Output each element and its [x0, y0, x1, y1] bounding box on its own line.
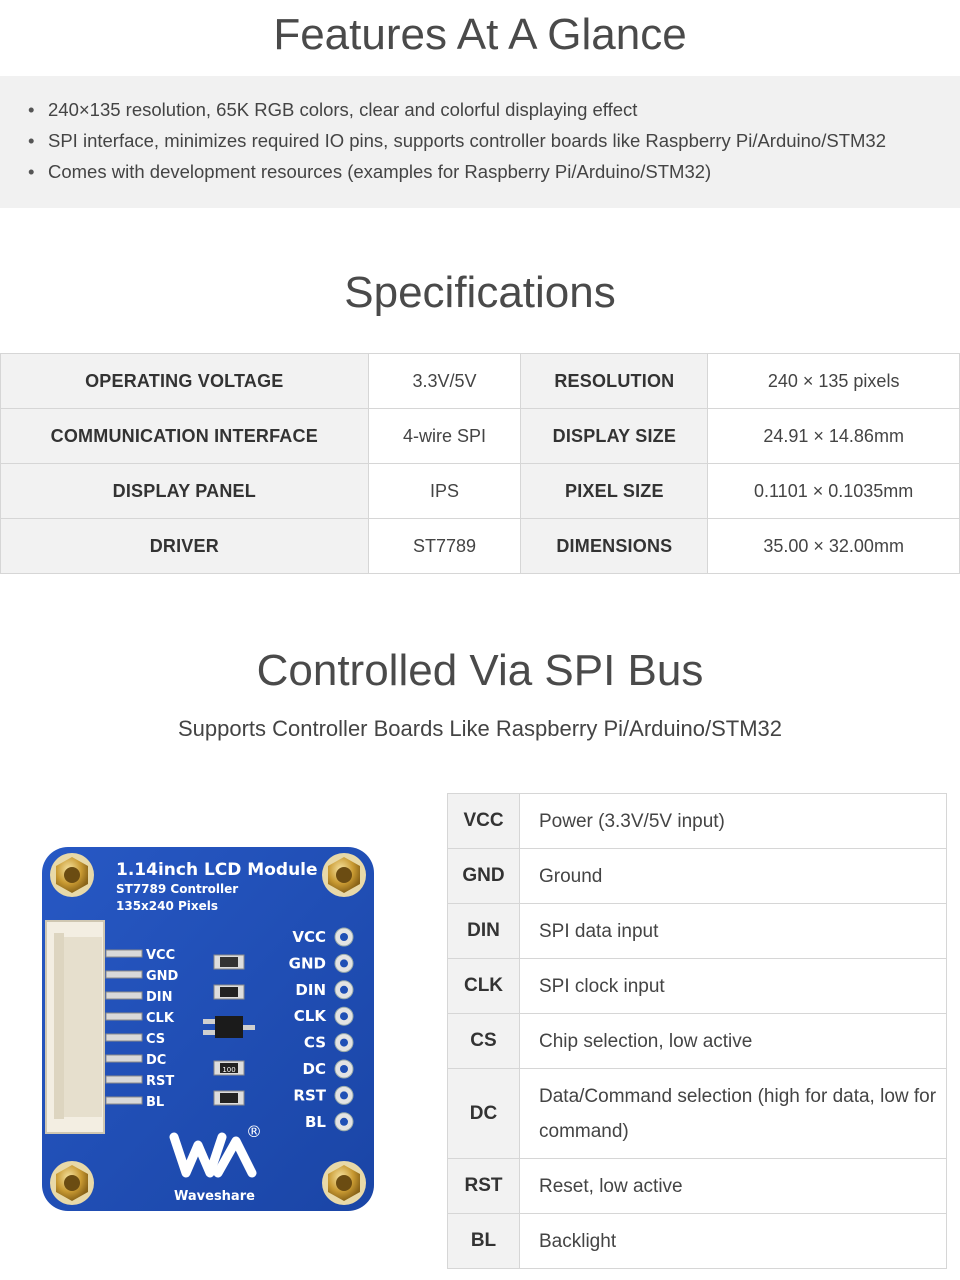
table-row — [1, 354, 960, 409]
left-pin-label: RST — [146, 1074, 175, 1089]
spec-key: DISPLAY SIZE — [521, 409, 708, 464]
table-row — [448, 1159, 947, 1214]
right-pin-label: BL — [305, 1112, 326, 1131]
spec-key: OPERATING VOLTAGE — [1, 354, 369, 409]
table-row — [448, 959, 947, 1014]
left-pin-label: DC — [146, 1053, 167, 1068]
spec-key: PIXEL SIZE — [521, 464, 708, 519]
connector-slot — [62, 937, 102, 1117]
left-pin-label: CLK — [146, 1011, 174, 1026]
spec-key: RESOLUTION — [521, 354, 708, 409]
pin-description: Power (3.3V/5V input) — [520, 794, 947, 849]
left-pin-label: VCC — [146, 948, 176, 963]
lcd-module-board — [40, 845, 376, 1215]
brand-name: Waveshare — [174, 1189, 255, 1204]
left-pin-label: CS — [146, 1032, 166, 1047]
spec-value: 35.00 × 32.00mm — [708, 519, 960, 574]
pin-name: BL — [448, 1214, 520, 1269]
smd-resistor — [214, 985, 244, 999]
spec-key: DISPLAY PANEL — [1, 464, 369, 519]
pinout-table — [447, 793, 947, 1269]
pin-name: DIN — [448, 904, 520, 959]
pin-name: DC — [448, 1069, 520, 1159]
right-pin-gnd — [289, 954, 353, 972]
pin-name: VCC — [448, 794, 520, 849]
pin-name: RST — [448, 1159, 520, 1214]
pin-description: Reset, low active — [520, 1159, 947, 1214]
right-pin-label: RST — [293, 1086, 326, 1105]
mounting-hole — [50, 853, 94, 897]
spec-value: 24.91 × 14.86mm — [708, 409, 960, 464]
mounting-hole — [322, 853, 366, 897]
spec-value: 3.3V/5V — [368, 354, 521, 409]
table-row — [448, 794, 947, 849]
spec-key: COMMUNICATION INTERFACE — [1, 409, 369, 464]
pin-description: SPI clock input — [520, 959, 947, 1014]
module-pixels: 135x240 Pixels — [116, 899, 219, 913]
pin-description: Ground — [520, 849, 947, 904]
table-row — [448, 904, 947, 959]
right-pin-din — [295, 981, 353, 999]
resistor-label: 100 — [222, 1066, 236, 1074]
pin-name: GND — [448, 849, 520, 904]
spi-title: Controlled Via SPI Bus — [256, 646, 704, 695]
features-title: Features At A Glance — [273, 10, 687, 59]
spec-value: ST7789 — [368, 519, 521, 574]
specifications-table — [0, 353, 960, 574]
pin-description: Chip selection, low active — [520, 1014, 947, 1069]
spi-subtitle: Supports Controller Boards Like Raspberry Pi/Arduino/STM32 — [177, 716, 783, 741]
feature-item: • 240×135 resolution, 65K RGB colors, clear and colorful displaying effect — [28, 98, 886, 129]
right-pin-clk — [294, 1007, 353, 1025]
right-pin-label: CS — [303, 1033, 326, 1052]
lcd-module-image — [40, 845, 376, 1215]
spec-value: 240 × 135 pixels — [708, 354, 960, 409]
smd-resistor — [214, 955, 244, 969]
module-title: 1.14inch LCD Module — [116, 860, 318, 880]
smd-resistor — [214, 1061, 244, 1075]
specifications-title: Specifications — [344, 268, 616, 317]
pin-description: Data/Command selection (high for data, low for command) — [520, 1069, 947, 1159]
spec-value: 0.1101 × 0.1035mm — [708, 464, 960, 519]
right-pin-rst — [293, 1086, 353, 1104]
left-pin-label: GND — [146, 969, 179, 984]
right-pin-label: DC — [302, 1060, 326, 1078]
feature-item: • SPI interface, minimizes required IO pins, supports controller boards like Raspberry Pi/Arduino/STM32 — [28, 129, 886, 160]
left-pin-label: BL — [146, 1095, 165, 1110]
left-pin-label: DIN — [146, 990, 173, 1005]
spec-value: 4-wire SPI — [368, 409, 521, 464]
connector-rail — [54, 933, 64, 1119]
spec-key: DRIVER — [1, 519, 369, 574]
registered-mark: ® — [246, 1122, 262, 1141]
mounting-hole — [50, 1161, 94, 1205]
pin-description: SPI data input — [520, 904, 947, 959]
table-row — [448, 849, 947, 904]
features-panel — [0, 76, 960, 208]
right-pin-label: DIN — [295, 980, 326, 999]
table-row — [1, 519, 960, 574]
features-list — [28, 98, 886, 191]
right-pin-label: CLK — [293, 1007, 326, 1026]
smd-resistor — [214, 1091, 244, 1105]
right-pin-label: VCC — [292, 928, 326, 946]
pin-name: CS — [448, 1014, 520, 1069]
table-row — [448, 1214, 947, 1269]
spec-value: IPS — [368, 464, 521, 519]
right-pin-vcc — [292, 928, 353, 946]
pin-description: Backlight — [520, 1214, 947, 1269]
pin-name: CLK — [448, 959, 520, 1014]
table-row — [1, 409, 960, 464]
module-controller: ST7789 Controller — [116, 882, 239, 896]
right-pin-label: GND — [288, 954, 326, 973]
table-row — [448, 1069, 947, 1159]
table-row — [448, 1014, 947, 1069]
mounting-hole — [322, 1161, 366, 1205]
table-row — [1, 464, 960, 519]
spec-key: DIMENSIONS — [521, 519, 708, 574]
feature-item: • Comes with development resources (examples for Raspberry Pi/Arduino/STM32) — [28, 160, 886, 191]
